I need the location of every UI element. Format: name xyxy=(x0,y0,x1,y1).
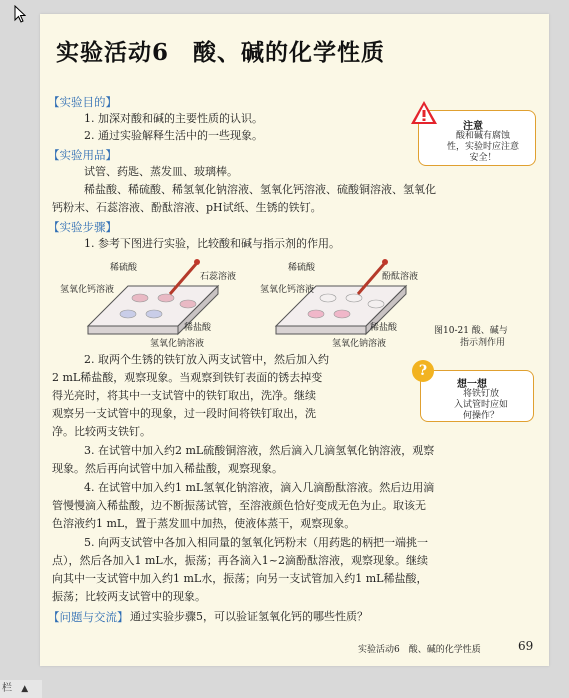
step5-line-4: 振荡；比较两支试管中的现象。 xyxy=(52,590,206,603)
fig-right-label-bottom: 氢氧化钠溶液 xyxy=(332,339,387,349)
purpose-item-2: 2. 通过实验解释生活中的一些现象。 xyxy=(84,129,263,142)
fig-right-label-right: 稀盐酸 xyxy=(370,323,398,333)
textbook-page xyxy=(40,14,549,666)
warning-body-3: 安全！ xyxy=(469,153,497,163)
think-body-3: 何操作？ xyxy=(462,411,499,421)
step5-line-2: 点），然后各加入1 mL水，振荡；再各滴入1~2滴酚酞溶液，观察现象。继续 xyxy=(52,554,428,567)
step3-line-1: 3. 在试管中加入约2 mL硫酸铜溶液，然后滴入几滴氢氧化钠溶液，观察 xyxy=(84,444,435,457)
section-head-question: 【问题与交流】 xyxy=(48,610,129,624)
page-number: 69 xyxy=(518,639,534,653)
warning-body-2: 性，实验时应注意 xyxy=(446,142,519,152)
step4-line-1: 4. 在试管中加入约1 mL氢氧化钠溶液，滴入几滴酚酞溶液。然后边用滴 xyxy=(84,481,435,494)
warning-body-1: 酸和碱有腐蚀 xyxy=(455,131,510,141)
figure-caption-1: 图10-21 酸、碱与 xyxy=(434,326,508,336)
step2-line-1: 2. 取两个生锈的铁钉放入两支试管中，然后加入约 xyxy=(84,353,329,366)
fig-left-label-right: 稀盐酸 xyxy=(184,323,212,333)
purpose-item-1: 1. 加深对酸和碱的主要性质的认识。 xyxy=(84,112,263,125)
step2-line-2: 2 mL稀盐酸，观察现象。当观察到铁钉表面的锈去掉变 xyxy=(52,371,323,384)
warning-title: 注意 xyxy=(463,121,483,132)
step5-line-3: 向其中一支试管中加入约1 mL水，振荡；向另一支试管加入约1 mL稀盐酸， xyxy=(52,572,428,585)
fig-right-label-indicator: 酚酞溶液 xyxy=(382,272,419,282)
supplies-line-1: 试管、药匙、蒸发皿、玻璃棒。 xyxy=(84,165,238,178)
fig-left-label-top: 稀硫酸 xyxy=(110,263,138,273)
think-title: 想一想 xyxy=(457,379,487,390)
section-head-purpose: 【实验目的】 xyxy=(48,95,117,109)
taskbar[interactable] xyxy=(0,680,42,698)
step2-line-5: 净。比较两支铁钉。 xyxy=(52,425,151,438)
think-body-2: 入试管时应如 xyxy=(453,400,508,410)
footer-running-title: 实验活动6 酸、碱的化学性质 xyxy=(358,645,481,655)
figure-caption xyxy=(434,325,508,349)
section-head-supplies: 【实验用品】 xyxy=(48,148,117,162)
step2-line-4: 观察另一支试管中的现象，过一段时间将铁钉取出，洗 xyxy=(52,407,316,420)
think-body-1: 将铁钉放 xyxy=(462,389,499,399)
taskbar-label: 栏 xyxy=(2,683,12,694)
question-text: 通过实验步骤5，可以验证氢氧化钙的哪些性质？ xyxy=(130,610,368,623)
warning-icon xyxy=(410,100,438,126)
think-note xyxy=(420,370,534,422)
fig-right-label-left: 氢氧化钙溶液 xyxy=(260,285,315,295)
page-title: 实验活动6 酸、碱的化学性质 xyxy=(56,39,386,66)
figure-caption-2: 指示剂作用 xyxy=(460,338,506,348)
fig-left-label-bottom: 氢氧化钠溶液 xyxy=(150,339,205,349)
step5-line-1: 5. 向两支试管中各加入相同量的氢氧化钙粉末（用药匙的柄把一端挑一 xyxy=(84,536,428,549)
step4-line-3: 色溶液约1 mL，置于蒸发皿中加热，使液体蒸干，观察现象。 xyxy=(52,517,356,530)
supplies-line-2: 稀盐酸、稀硫酸、稀氢氧化钠溶液、氢氧化钙溶液、硫酸铜溶液、氢氧化 xyxy=(84,183,436,196)
section-head-steps: 【实验步骤】 xyxy=(48,220,117,234)
fig-left-label-indicator: 石蕊溶液 xyxy=(200,272,237,282)
step-1: 1. 参考下图进行实验，比较酸和碱与指示剂的作用。 xyxy=(84,237,340,250)
chevron-up-icon[interactable]: ▲ xyxy=(21,684,29,694)
supplies-line-3: 钙粉末、石蕊溶液、酚酞溶液、pH试纸、生锈的铁钉。 xyxy=(52,201,322,214)
step2-line-3: 得光亮时，将其中一支试管中的铁钉取出，洗净。继续 xyxy=(52,389,316,402)
fig-right-label-top: 稀硫酸 xyxy=(288,263,316,273)
fig-left-label-left: 氢氧化钙溶液 xyxy=(60,285,115,295)
step4-line-2: 管慢慢滴入稀盐酸，边不断振荡试管，至溶液颜色恰好变成无色为止。取该无 xyxy=(52,499,426,512)
question-icon: ? xyxy=(412,360,434,382)
step3-line-2: 现象。然后再向试管中加入稀盐酸，观察现象。 xyxy=(52,462,283,475)
mouse-cursor-icon xyxy=(14,5,26,23)
